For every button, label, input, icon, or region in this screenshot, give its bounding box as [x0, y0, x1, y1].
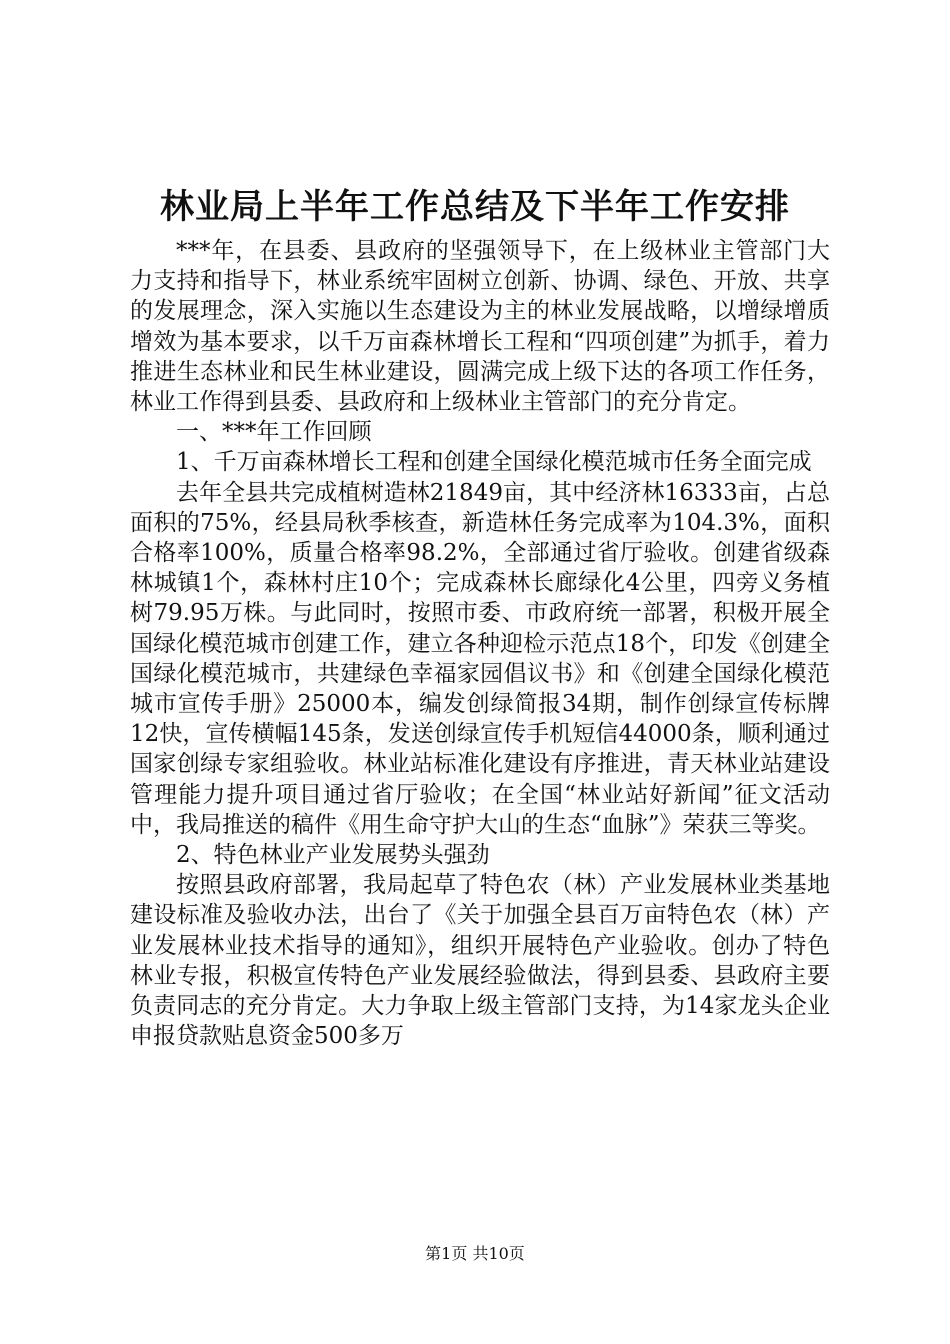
- subsection-heading-1: 1、千万亩森林增长工程和创建全国绿化模范城市任务全面完成: [176, 449, 812, 476]
- paragraph-industry: 按照县政府部署，我局起草了特色农（林）产业发展林业类基地建设标准及验收办法，出台了《关于加强全县百万亩特色农（林）产业发展林业技术指导的通知》，组织开展特色产业验收。创办了特色林业专报，积极宣传特色产业发展经验做法，得到县委、县政府主要负责同志的充分肯定。大力争取上级主管部门支持，为14家龙头企业申报贷款贴息资金500多万: [130, 872, 830, 1050]
- subsection-heading-2: 2、特色林业产业发展势头强劲: [176, 842, 490, 869]
- document-title: 林业局上半年工作总结及下半年工作安排: [160, 187, 790, 227]
- page-footer: 第1页 共10页: [425, 1244, 525, 1263]
- paragraph-intro: ***年，在县委、县政府的坚强领导下，在上级林业主管部门大力支持和指导下，林业系统牢固树立创新、协调、绿色、开放、共享的发展理念，深入实施以生态建设为主的林业发展战略，以增绿增质增效为基本要求，以千万亩森林增长工程和“四项创建”为抓手，着力推进生态林业和民生林业建设，圆满完成上级下达的各项工作任务，林业工作得到县委、县政府和上级林业主管部门的充分肯定。: [130, 238, 830, 416]
- paragraph-afforestation: 去年全县共完成植树造林21849亩，其中经济林16333亩，占总面积的75%，经县局秋季核查，新造林任务完成率为104.3%，面积合格率100%，质量合格率98.2%，全部通过省厅验收。创建省级森林城镇1个，森林村庄10个；完成森林长廊绿化4公里，四旁义务植树79.95万株。与此同时，按照市委、市政府统一部署，积极开展全国绿化模范城市创建工作，建立各种迎检示范点18个，印发《创建全国绿化模范城市，共建绿色幸福家园倡议书》和《创建全国绿化模范城市宣传手册》25000本，编发创绿简报34期，制作创绿宣传标牌12快，宣传横幅145条，发送创绿宣传手机短信44000条，顺利通过国家创绿专家组验收。林业站标准化建设有序推进，青天林业站建设管理能力提升项目通过省厅验收；在全国“林业站好新闻”征文活动中，我局推送的稿件《用生命守护大山的生态“血脉”》荣获三等奖。: [130, 479, 830, 838]
- document-body: [130, 236, 830, 1051]
- section-heading: 一、***年工作回顾: [176, 419, 372, 446]
